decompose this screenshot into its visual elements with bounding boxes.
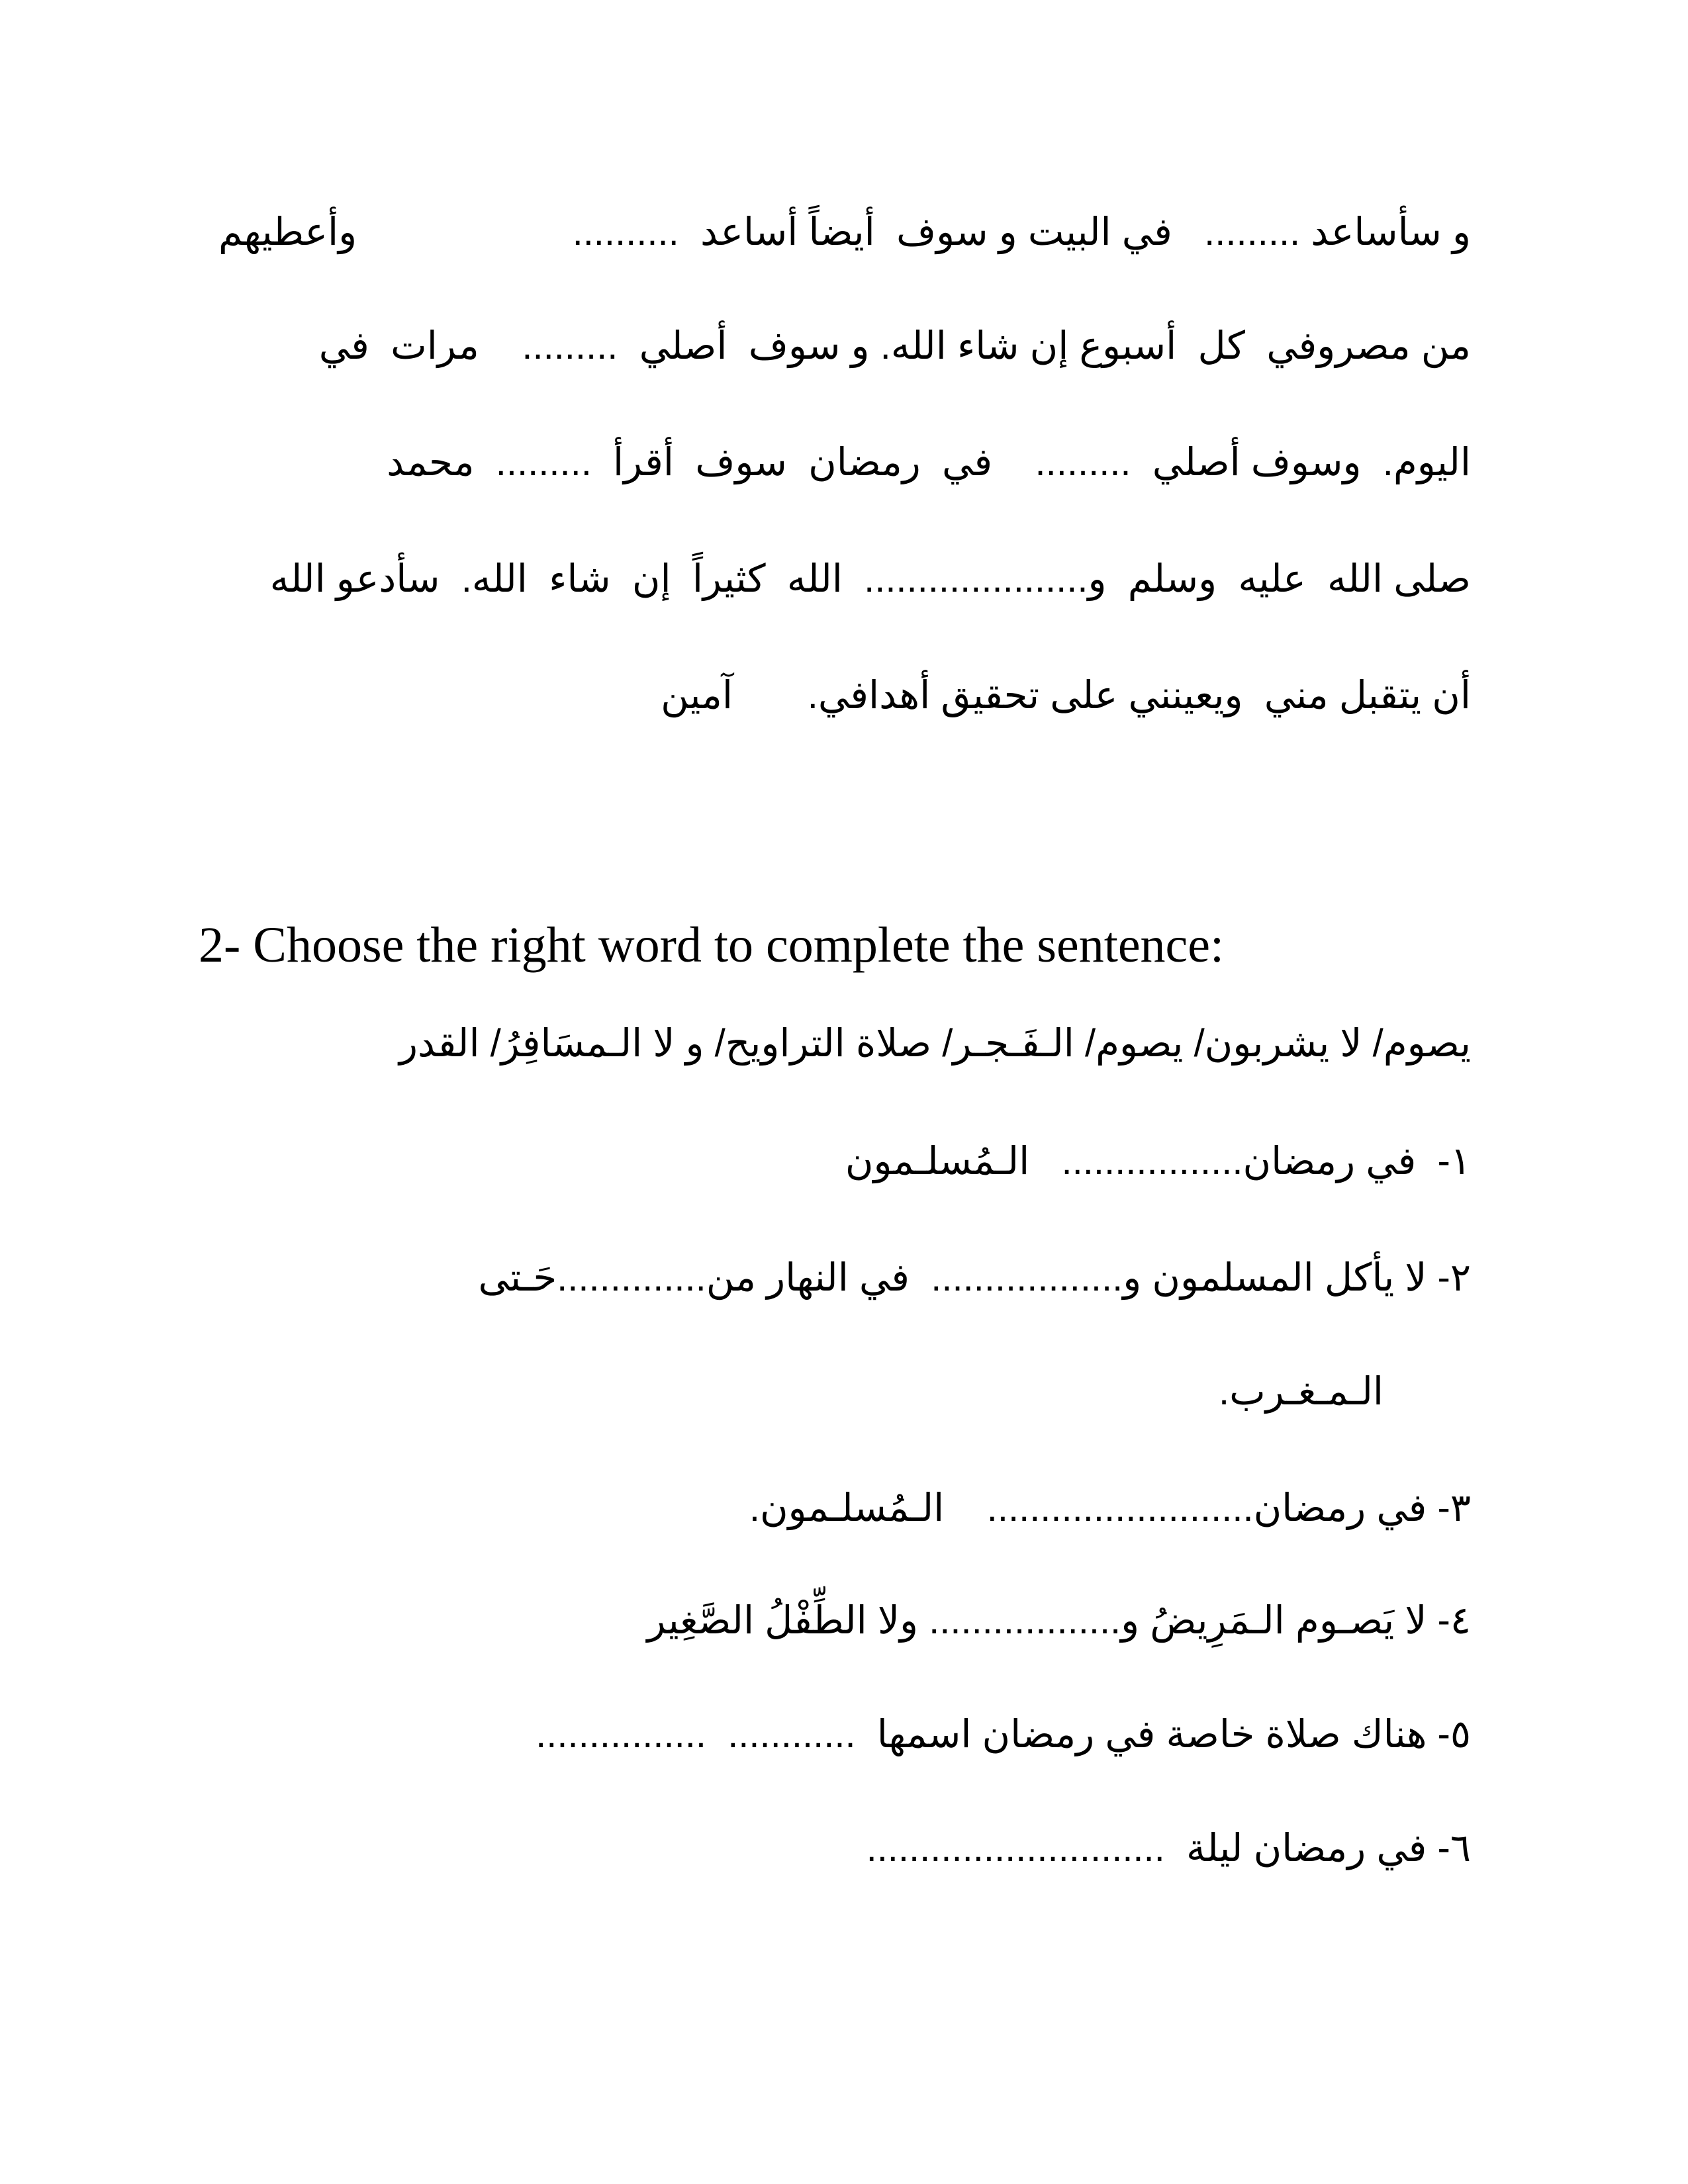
- passage-line-1-right: و سأساعد ......... في البيت و سوف أيضاً أساعد ..........: [572, 210, 1471, 253]
- word-bank: يصوم/ لا يشربون/ يصوم/ الـفَـجـر/ صلاة التراويح/ و لا الـمسَافِرُ/ القدر: [399, 1022, 1471, 1065]
- question-4: ٤- لا يَصـوم الـمَرِيضُ و.................. ولا الطِّفْلُ الصَّغِير: [647, 1599, 1471, 1642]
- passage-line-5: أن يتقبل مني ويعينني على تحقيق أهدافي. آمين: [661, 674, 1471, 717]
- passage-line-2: من مصروفي كل أسبوع إن شاء الله. و سوف أصلي ......... مرات في: [318, 324, 1471, 367]
- question-1: ١- في رمضان................. الـمُسلـمون: [845, 1140, 1471, 1183]
- passage-line-4: صلى الله عليه وسلم و..................... الله كثيراً إن شاء الله. سأدعو الله: [269, 557, 1471, 600]
- question-2-continuation: الـمـغـرب.: [1219, 1370, 1383, 1413]
- exercise-heading: 2- Choose the right word to complete the sentence:: [199, 917, 1225, 973]
- question-3: ٣- في رمضان......................... الـمُسلـمون.: [749, 1486, 1471, 1529]
- question-5: ٥- هناك صلاة خاصة في رمضان اسمها ............ ................: [536, 1713, 1471, 1756]
- question-6: ٦- في رمضان ليلة ............................: [866, 1827, 1471, 1870]
- question-2: ٢- لا يأكل المسلمون و.................. في النهار من..............حَـتى: [478, 1256, 1471, 1299]
- passage-line-1-left: وأعطيهم: [218, 210, 357, 253]
- passage-line-3: اليوم. وسوف أصلي ......... في رمضان سوف أقرأ ......... محمد: [387, 441, 1471, 484]
